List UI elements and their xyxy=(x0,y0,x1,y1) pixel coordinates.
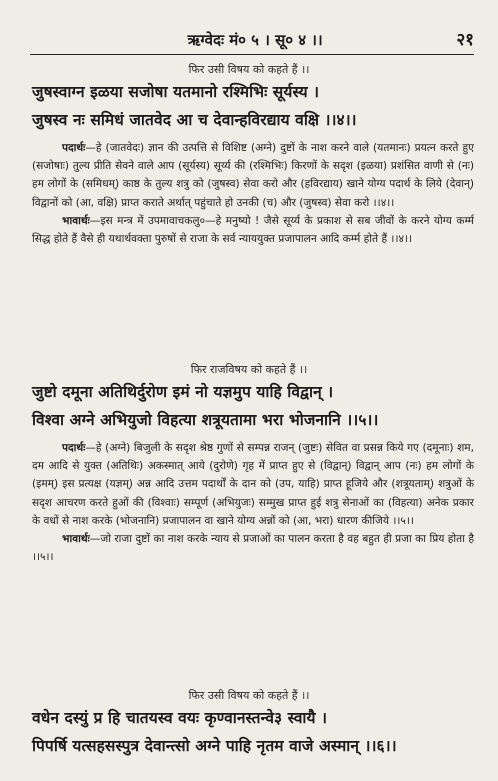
section-intro: फिर उसी विषय को कहते हैं ।। xyxy=(188,689,310,702)
page-number: २१ xyxy=(456,30,474,50)
bhavartha-text: —जो राजा दुष्टों का नाश करके न्याय से प्रजाओं का पालन करता है वह बहुत ही प्रजा का प्रिय होता है ।।५।। xyxy=(32,533,474,564)
verse-line: पिपर्षि यत्सहसस्पुत्र देवान्त्सो अग्ने पाहि नृतम वाजे अस्मान् ।।६।। xyxy=(32,737,397,755)
page-header xyxy=(30,20,474,55)
verse-line: वधेन दस्युं प्र हि चातयस्व वयः कृण्वानस्तन्वे३ स्वायै । xyxy=(32,709,328,727)
section-intro: फिर राजविषय को कहते हैं ।। xyxy=(190,363,308,376)
bhavartha-paragraph xyxy=(0,212,498,248)
verse-line: जुषस्वाग्न इळया सजोषा यतमानो रश्मिभिः सूर्यस्य । xyxy=(32,83,320,101)
bhavartha-label: भावार्थः xyxy=(62,214,90,227)
bhavartha-text: —इस मन्त्र में उपमावाचकलु०—हे मनुष्यो ! जैसे सूर्य्य के प्रकाश से सब जीवों के करने योग्य कर्म्म सिद्ध होते हैं वैसे ही यथार्थवक्ता पुरुषों से राजा के सर्व न्याययुक्त प्रजापालन आदि कर्म्म होते हैं ।।४।। xyxy=(32,214,474,246)
section-mantra-6 xyxy=(0,688,498,759)
padartha-paragraph xyxy=(0,439,498,530)
section-mantra-4 xyxy=(0,62,498,248)
padartha-label: पदार्थः xyxy=(62,442,86,454)
verse-line: विश्वा अग्ने अभियुजो विहत्या शत्रूयतामा भरा भोजनानि ।।५।। xyxy=(32,411,379,429)
bhavartha-label: भावार्थः xyxy=(62,533,90,546)
verse-line: जुष्टो दमूना अतिथिर्दुरोण इमं नो यज्ञमुप याहि विद्वान् । xyxy=(32,383,334,401)
padartha-text: —हे (अग्ने) बिजुली के सदृश श्रेष्ठ गुणों से सम्पन्न राजन् (जुष्टः) सेवित वा प्रसन्न किये गए (दमूनाः) शम, दम आदि से युक्त (अतिथिः) अकस्मात् आये (दुरोणे) गृह में प्राप्त हुए से (विद्वान्) विद्वान् आप (नः) हम लोगों के (इमम्) इस प्रत्यक्ष (यज्ञम्) अन्न आदि उत्तम पदार्थों के दान को (उप, याहि) प्राप्त हूजिये और (शत्रूयताम्) शत्रुओं के सदृश आचरण करते हुओं की (विश्वाः) सम्पूर्ण (अभियुजः) सम्मुख प्राप्त हुई शत्रु सेनाओं का (विहत्या) अनेक प्रकार के वधों से नाश करके (भोजनानि) प्रजापालन वा खाने योग्य अन्नों को (आ, भरा) धारण कीजिये ।।५।। xyxy=(32,442,474,527)
section-mantra-5 xyxy=(0,362,498,566)
padartha-paragraph xyxy=(0,139,498,212)
verse-line: जुषस्व नः समिधं जातवेद आ च देवान्हविरद्याय वक्षि ।।४।। xyxy=(32,111,357,129)
section-intro: फिर उसी विषय को कहते हैं ।। xyxy=(188,63,310,76)
padartha-label: पदार्थः xyxy=(62,142,86,154)
running-title: ऋग्वेदः मं० ५ । सू० ४ ।। xyxy=(187,31,323,49)
padartha-text: —हे (जातवेदः) ज्ञान की उत्पत्ति से विशिष्ट (अग्ने) दुष्टों के नाश करने वाले (यतमानः) प्रयत्न करते हुए (सजोषाः) तुल्य प्रीति सेवने वाले आप (सूर्यस्य) सूर्य्य की (रश्मिभिः) किरणों के सदृश (इळया) प्रशंसित वाणी से (नः) हम लोगों के (समिधम्) काष्ठ के तुल्य शत्रु को (जुषस्व) सेवा करो और (हविरद्याय) खाने योग्य पदार्थ के लिये (देवान्) विद्वानों को (आ, वक्षि) प्राप्त कराते अर्थात् पहुंचाते हो उनकी (च) और (जुषस्व) सेवा करो ।।४।। xyxy=(32,142,474,209)
bhavartha-paragraph xyxy=(0,530,498,566)
